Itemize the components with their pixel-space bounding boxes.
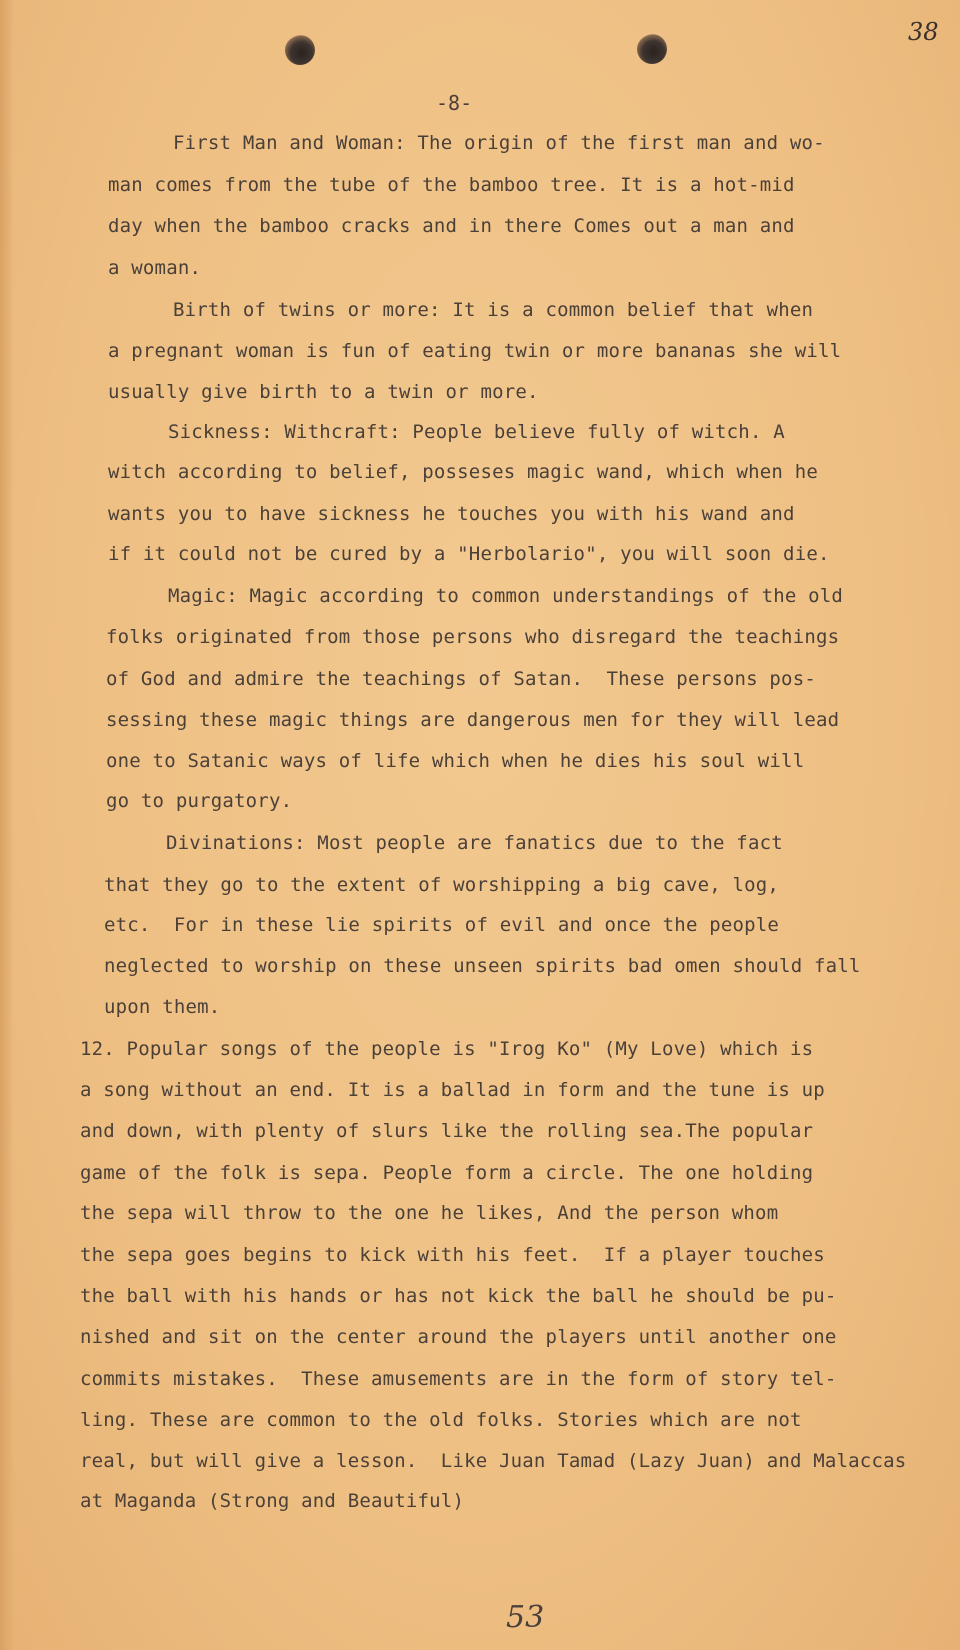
text-line: First Man and Woman: The origin of the first man and wo- — [173, 132, 825, 154]
text-line: that they go to the extent of worshipping a big cave, log, — [104, 874, 780, 896]
text-line: witch according to belief, posseses magic wand, which when he — [108, 461, 818, 483]
paper-edge-shadow — [0, 0, 14, 1650]
text-line: folks originated from those persons who disregard the teachings — [106, 626, 840, 648]
text-line: a woman. — [108, 257, 202, 279]
text-line: at Maganda (Strong and Beautiful) — [80, 1490, 465, 1512]
text-line: one to Satanic ways of life which when he dies his soul will — [106, 750, 805, 772]
text-line: etc. For in these lie spirits of evil and once the people — [104, 914, 780, 936]
text-line: and down, with plenty of slurs like the rolling sea.The popular — [80, 1120, 814, 1142]
text-line: neglected to worship on these unseen spirits bad omen should fall — [104, 955, 861, 977]
text-line: day when the bamboo cracks and in there Comes out a man and — [108, 215, 795, 237]
text-line: Birth of twins or more: It is a common belief that when — [173, 299, 814, 321]
text-line: commits mistakes. These amusements are in the form of story tel- — [80, 1368, 837, 1390]
text-line: the sepa will throw to the one he likes, And the person whom — [80, 1202, 779, 1224]
text-line: man comes from the tube of the bamboo tree. It is a hot-mid — [108, 174, 795, 196]
text-line: of God and admire the teachings of Satan. These persons pos- — [106, 668, 816, 690]
handwritten-page-number: 53 — [506, 1600, 545, 1635]
text-line: game of the folk is sepa. People form a circle. The one holding — [80, 1162, 814, 1184]
text-line: Divinations: Most people are fanatics due to the fact — [166, 832, 783, 854]
text-line: real, but will give a lesson. Like Juan Tamad (Lazy Juan) and Malaccas — [80, 1450, 907, 1472]
text-line: a song without an end. It is a ballad in form and the tune is up — [80, 1079, 825, 1101]
text-line: wants you to have sickness he touches you with his wand and — [108, 503, 795, 525]
text-line: sessing these magic things are dangerous men for they will lead — [106, 709, 840, 731]
text-line: a pregnant woman is fun of eating twin or more bananas she will — [108, 340, 842, 362]
handwritten-folio-mark: 38 — [908, 18, 939, 46]
text-line: go to purgatory. — [106, 790, 293, 812]
punch-hole-left — [285, 35, 315, 65]
text-line: upon them. — [104, 996, 221, 1018]
text-line: the ball with his hands or has not kick the ball he should be pu- — [80, 1285, 837, 1307]
page-number: -8- — [436, 91, 473, 115]
text-line: Sickness: Withcraft: People believe fully of witch. A — [168, 421, 785, 443]
text-line: nished and sit on the center around the players until another one — [80, 1326, 837, 1348]
punch-hole-right — [637, 34, 667, 64]
text-line: Magic: Magic according to common understandings of the old — [168, 585, 844, 607]
text-line: if it could not be cured by a "Herbolario", you will soon die. — [108, 543, 830, 565]
text-line: ling. These are common to the old folks. Stories which are not — [80, 1409, 802, 1431]
text-line: usually give birth to a twin or more. — [108, 381, 539, 403]
text-line: 12. Popular songs of the people is "Irog Ko" (My Love) which is — [80, 1038, 814, 1060]
text-line: the sepa goes begins to kick with his feet. If a player touches — [80, 1244, 825, 1266]
